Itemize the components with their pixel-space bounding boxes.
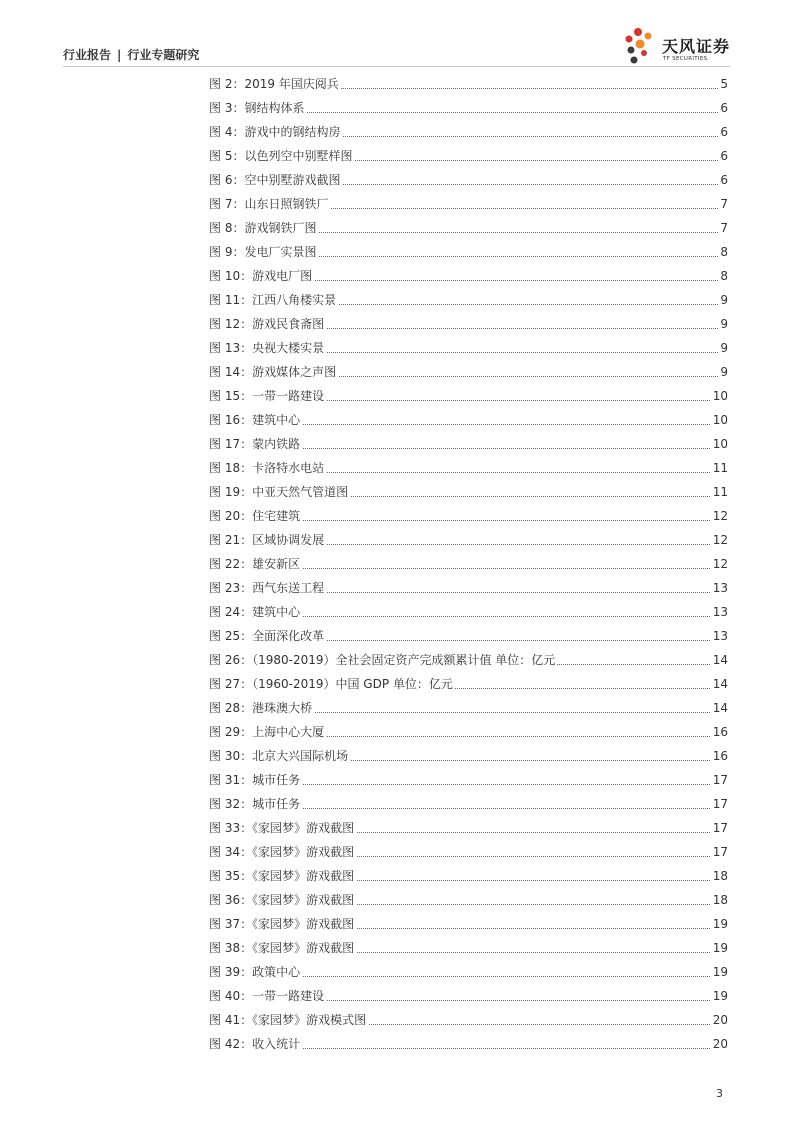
toc-entry-page: 19: [711, 960, 728, 984]
toc-entry-label: 图 22：雄安新区: [209, 552, 302, 576]
toc-entry[interactable]: [209, 144, 728, 168]
toc-entry[interactable]: [209, 1008, 728, 1032]
toc-entry-label: 图 9：发电厂实景图: [209, 240, 318, 264]
toc-entry-label: 图 6：空中别墅游戏截图: [209, 168, 342, 192]
toc-entry-label: 图 30：北京大兴国际机场: [209, 744, 350, 768]
toc-entry-page: 17: [711, 792, 728, 816]
toc-entry[interactable]: [209, 864, 728, 888]
toc-entry[interactable]: [209, 216, 728, 240]
toc-entry-page: 6: [718, 96, 728, 120]
toc-entry[interactable]: [209, 768, 728, 792]
figure-list: [209, 72, 728, 1056]
toc-entry-label: 图 32：城市任务: [209, 792, 302, 816]
toc-entry-page: 10: [711, 384, 728, 408]
toc-entry-page: 19: [711, 984, 728, 1008]
toc-entry-label: 图 14：游戏媒体之声图: [209, 360, 338, 384]
toc-entry[interactable]: [209, 720, 728, 744]
toc-entry-page: 14: [711, 648, 728, 672]
toc-entry-label: 图 16：建筑中心: [209, 408, 302, 432]
toc-entry[interactable]: [209, 648, 728, 672]
toc-entry-label: 图 12：游戏民食斋图: [209, 312, 326, 336]
toc-entry-page: 18: [711, 864, 728, 888]
toc-entry-label: 图 39：政策中心: [209, 960, 302, 984]
toc-entry[interactable]: [209, 672, 728, 696]
toc-entry-label: 图 37：《家园梦》游戏截图: [209, 912, 356, 936]
toc-entry-page: 14: [711, 696, 728, 720]
toc-entry-label: 图 31：城市任务: [209, 768, 302, 792]
toc-entry[interactable]: [209, 432, 728, 456]
header-separator: |: [117, 48, 122, 62]
toc-entry-page: 13: [711, 624, 728, 648]
toc-entry-page: 16: [711, 720, 728, 744]
toc-entry-page: 7: [718, 192, 728, 216]
flower-logo-icon: [622, 26, 658, 66]
toc-entry-label: 图 13：央视大楼实景: [209, 336, 326, 360]
toc-entry-label: 图 28：港珠澳大桥: [209, 696, 314, 720]
toc-entry[interactable]: [209, 456, 728, 480]
toc-entry-page: 11: [711, 480, 728, 504]
toc-entry-page: 12: [711, 552, 728, 576]
toc-entry-label: 图 27：（1960-2019）中国 GDP 单位：亿元: [209, 672, 455, 696]
toc-entry[interactable]: [209, 792, 728, 816]
toc-entry-page: 17: [711, 768, 728, 792]
toc-entry[interactable]: [209, 336, 728, 360]
toc-entry[interactable]: [209, 72, 728, 96]
toc-entry[interactable]: [209, 264, 728, 288]
toc-entry[interactable]: [209, 696, 728, 720]
toc-entry-page: 17: [711, 816, 728, 840]
toc-entry[interactable]: [209, 480, 728, 504]
toc-entry-label: 图 26：（1980-2019）全社会固定资产完成额累计值 单位：亿元: [209, 648, 557, 672]
toc-entry[interactable]: [209, 552, 728, 576]
toc-entry-label: 图 42：收入统计: [209, 1032, 302, 1056]
toc-entry-label: 图 11：江西八角楼实景: [209, 288, 338, 312]
toc-entry-page: 6: [718, 120, 728, 144]
toc-entry-page: 9: [718, 360, 728, 384]
toc-entry-page: 13: [711, 600, 728, 624]
toc-entry[interactable]: [209, 744, 728, 768]
toc-entry-page: 13: [711, 576, 728, 600]
toc-entry-label: 图 8：游戏钢铁厂图: [209, 216, 318, 240]
toc-entry[interactable]: [209, 528, 728, 552]
toc-entry-page: 7: [718, 216, 728, 240]
toc-entry-label: 图 35：《家园梦》游戏截图: [209, 864, 356, 888]
toc-entry-page: 14: [711, 672, 728, 696]
brand-name: 天风证券: [662, 37, 731, 56]
brand-logo: [622, 26, 742, 66]
toc-entry-label: 图 2：2019 年国庆阅兵: [209, 72, 341, 96]
toc-entry[interactable]: [209, 984, 728, 1008]
toc-entry-page: 18: [711, 888, 728, 912]
brand-subtitle: TF SECURITIES: [663, 56, 708, 62]
toc-entry-page: 5: [718, 72, 728, 96]
toc-entry-page: 6: [718, 144, 728, 168]
page-number: 3: [716, 1087, 723, 1100]
toc-entry-page: 10: [711, 408, 728, 432]
toc-entry-page: 9: [718, 312, 728, 336]
toc-entry-label: 图 33：《家园梦》游戏截图: [209, 816, 356, 840]
toc-entry-label: 图 21：区域协调发展: [209, 528, 326, 552]
toc-entry[interactable]: [209, 360, 728, 384]
toc-entry[interactable]: [209, 1032, 728, 1056]
toc-entry-label: 图 23：西气东送工程: [209, 576, 326, 600]
toc-entry[interactable]: [209, 120, 728, 144]
toc-entry-label: 图 7：山东日照钢铁厂: [209, 192, 330, 216]
toc-entry[interactable]: [209, 816, 728, 840]
toc-entry[interactable]: [209, 192, 728, 216]
toc-entry-label: 图 17：蒙内铁路: [209, 432, 302, 456]
toc-entry[interactable]: [209, 624, 728, 648]
toc-entry-label: 图 25：全面深化改革: [209, 624, 326, 648]
toc-entry[interactable]: [209, 960, 728, 984]
toc-entry-page: 20: [711, 1032, 728, 1056]
toc-entry-page: 8: [718, 264, 728, 288]
toc-entry[interactable]: [209, 408, 728, 432]
toc-entry-page: 19: [711, 936, 728, 960]
toc-entry[interactable]: [209, 240, 728, 264]
toc-entry-label: 图 5：以色列空中别墅样图: [209, 144, 354, 168]
toc-entry-label: 图 40：一带一路建设: [209, 984, 326, 1008]
toc-entry-label: 图 15：一带一路建设: [209, 384, 326, 408]
toc-entry-label: 图 38：《家园梦》游戏截图: [209, 936, 356, 960]
toc-entry-label: 图 24：建筑中心: [209, 600, 302, 624]
toc-entry[interactable]: [209, 96, 728, 120]
toc-entry-page: 9: [718, 336, 728, 360]
toc-entry-page: 19: [711, 912, 728, 936]
header-divider: [63, 66, 730, 67]
toc-entry-page: 11: [711, 456, 728, 480]
toc-entry-label: 图 41：《家园梦》游戏模式图: [209, 1008, 368, 1032]
toc-entry-page: 12: [711, 528, 728, 552]
toc-entry-page: 9: [718, 288, 728, 312]
toc-entry-label: 图 4：游戏中的钢结构房: [209, 120, 342, 144]
toc-entry[interactable]: [209, 600, 728, 624]
toc-entry[interactable]: [209, 384, 728, 408]
toc-entry-page: 16: [711, 744, 728, 768]
toc-entry[interactable]: [209, 576, 728, 600]
toc-entry[interactable]: [209, 312, 728, 336]
toc-entry[interactable]: [209, 888, 728, 912]
toc-entry-label: 图 18：卡洛特水电站: [209, 456, 326, 480]
toc-entry-page: 8: [718, 240, 728, 264]
toc-entry-page: 10: [711, 432, 728, 456]
toc-entry[interactable]: [209, 288, 728, 312]
toc-entry[interactable]: [209, 840, 728, 864]
toc-entry-label: 图 10：游戏电厂图: [209, 264, 314, 288]
toc-entry[interactable]: [209, 912, 728, 936]
header-report-subtype: 行业专题研究: [127, 48, 200, 62]
toc-entry[interactable]: [209, 504, 728, 528]
toc-entry-page: 12: [711, 504, 728, 528]
toc-entry-page: 17: [711, 840, 728, 864]
toc-entry[interactable]: [209, 936, 728, 960]
toc-entry-label: 图 34：《家园梦》游戏截图: [209, 840, 356, 864]
toc-entry-page: 20: [711, 1008, 728, 1032]
toc-entry-label: 图 3：钢结构体系: [209, 96, 306, 120]
toc-entry-page: 6: [718, 168, 728, 192]
header-title: [63, 46, 199, 63]
header-report-type: 行业报告: [63, 48, 112, 62]
toc-entry-label: 图 36：《家园梦》游戏截图: [209, 888, 356, 912]
toc-entry-label: 图 29：上海中心大厦: [209, 720, 326, 744]
toc-entry-label: 图 19：中亚天然气管道图: [209, 480, 350, 504]
toc-entry[interactable]: [209, 168, 728, 192]
toc-entry-label: 图 20：住宅建筑: [209, 504, 302, 528]
